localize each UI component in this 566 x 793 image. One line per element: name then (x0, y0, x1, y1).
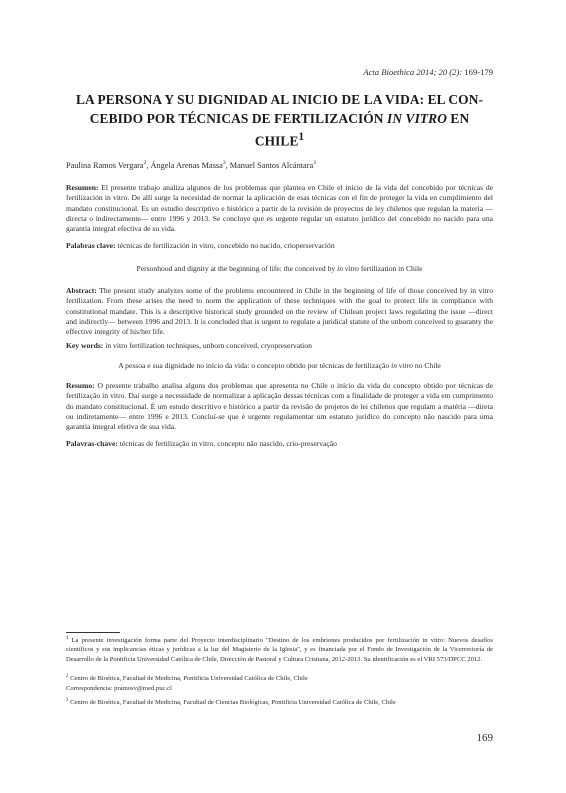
author-name: Manuel Santos Alcántara (229, 160, 314, 170)
abstract-text: The present study analyzes some of the problems encountered in Chile in the beginning of life of those conceived by in vitro fertilization. From these arises the need to norm the application of these techniques with the goal to protect life in compliance with constitutional mandate. This is a descriptive historical study grounded on the review of Chilean project laws regulating the issue —direct and indirectly— between 1996 and 2013. It is concluded that is urgent to regulate a juridical statute of the unborn conceived to guaranty the effective integrity of his/her life. (66, 286, 493, 337)
abstract-label: Abstract: (66, 286, 97, 295)
footnote-divider (66, 632, 120, 633)
key-words-text: in vitro fertilization techniques, unborn conceived, cryopreservation (103, 341, 312, 350)
footnote (66, 696, 493, 707)
footnote (66, 634, 493, 664)
author-affiliation-marker: 3 (222, 160, 226, 166)
footnote-number: 3 (66, 698, 69, 703)
palabras-clave-text: técnicas de fertilización in vitro, concebido no nacido, crioperservación (115, 241, 335, 250)
footnote-number: 2 (66, 674, 69, 679)
key-words-paragraph (66, 341, 493, 351)
journal-pages: 169-179 (464, 67, 493, 77)
footnote-text: Correspondencia: pramosv@med.puc.cl (66, 685, 172, 692)
english-title-part-2: fertilization in Chile (358, 264, 423, 273)
footnote-text: Centro de Bioética, Facultad de Medicina, Pontificia Universidad Católica de Chile, Chile (70, 675, 308, 683)
abstract-paragraph (66, 286, 493, 337)
author-name: Paulina Ramos Vergara (66, 160, 144, 170)
footnote-text: Centro de Bioética, Facultad de Medicina, Facultad de Ciencias Biológicas, Pontificia Universidad Católica de Chile, Chile (70, 699, 396, 707)
palavras-chave-text: técnicas de fertilização in vitro, concepto não nascido, crio-preservação (117, 439, 337, 448)
footnote (66, 672, 493, 683)
english-title-part-1: Personhood and dignity at the beginning of life: the conceived by (136, 264, 338, 273)
author-name: Ángela Arenas Massa (150, 160, 223, 170)
article-page (66, 0, 493, 793)
portuguese-title-part-2: no Chile (412, 361, 441, 370)
title-part-2: EN CHILE (254, 110, 470, 149)
resumen-paragraph (66, 183, 493, 234)
title-italic: IN VITRO (387, 110, 447, 126)
palabras-clave-label: Palabras clave: (66, 241, 116, 250)
journal-name: Acta Bioethica (363, 67, 415, 77)
author-affiliation-marker: 3 (313, 160, 316, 166)
portuguese-title (66, 361, 493, 371)
portuguese-title-part-1: A pessoa e sua dignidade no início da vida: o concepto obtido por técnicas de fertilização (118, 361, 392, 370)
palavras-chave-paragraph (66, 439, 493, 449)
journal-reference (363, 67, 493, 77)
article-title (66, 91, 493, 151)
footnote-number: 1 (66, 636, 69, 641)
page-number: 169 (476, 732, 493, 744)
resumen-text: El presente trabajo analiza algunos de los problemas que plantea en Chile el inicio de la vida del concebido por técnicas de fertilización in vitro. De allí surge la necesidad de normar la aplicación de esas técnicas con el fin de proteger la vida en cumplimiento del mandato constitucional. Es un estudio descriptivo e histórico a partir de la revisión de proyectos de ley chilenos que regulan la materia —directa o indirectamente— entre 1996 y 2013. Se concluye que es urgente regular un estatuto jurídico del concebido no nacido para una garantía integral efectiva de su vida. (66, 183, 493, 234)
resumo-label: Resumo: (66, 381, 95, 390)
title-part-1: LA PERSONA Y SU DIGNIDAD AL INICIO DE LA VIDA: EL CON-CEBIDO POR TÉCNICAS DE FERTILIZACIÓN (75, 92, 484, 126)
resumo-text: O presente trabalho analisa alguns dos problemas que apresenta no Chile o início da vida do concepto obtido por técnicas de fertilização in vitro. Daí surge a necessidade de normalizar a aplicação dessas técnicas com a finalidade de proteger a vida em cumprimento do mandato constitucional. É um estudo descritivo e histórico a partir da revisão de projetos de lei chilenos que regulam a matéria —direta ou indiretamente— entre 1996 e 2013. Concluí-se que é urgente regulamentar um estatuto jurídico do concepto não nascido para uma garantia integral efetiva de sua vida. (66, 381, 493, 432)
footnote-correspondence (66, 684, 493, 693)
author-list: Paulina Ramos Vergara$^2$, Ángela Arenas Massa$^3$, Manuel Santos Alcántara$^3$ (66, 160, 316, 170)
journal-issue: 2014; 20 (2): (416, 67, 463, 77)
resumen-label: Resumen: (66, 183, 99, 192)
footnote-text: La presente investigación forma parte del Proyecto interdisciplinario "Destino de los embriones producidos por fertilización in vitro: Nuevos desafíos científicos y sus implicancias éticas y jurídicas a la luz del Magisterio de la Iglesia", y es financiada por el Fondo de Investigación de la Vicerrectoría de Desarrollo de la Pontificia Universidad Católica de Chile, Dirección de Pastoral y Cultura Cristiana, 2012-2013. Su identificación es el VRI 573/DPCC 2012. (66, 637, 493, 663)
english-title-italic: in vitro (337, 264, 359, 273)
english-title (66, 264, 493, 274)
title-footnote-marker: 1 (298, 131, 305, 143)
resumo-paragraph (66, 381, 493, 432)
portuguese-title-italic: in vitro (391, 361, 413, 370)
palavras-chave-label: Palavras-chave: (66, 439, 118, 448)
palabras-clave-paragraph (66, 241, 493, 251)
author-affiliation-marker: 2 (143, 160, 147, 166)
key-words-label: Key words: (66, 341, 104, 350)
